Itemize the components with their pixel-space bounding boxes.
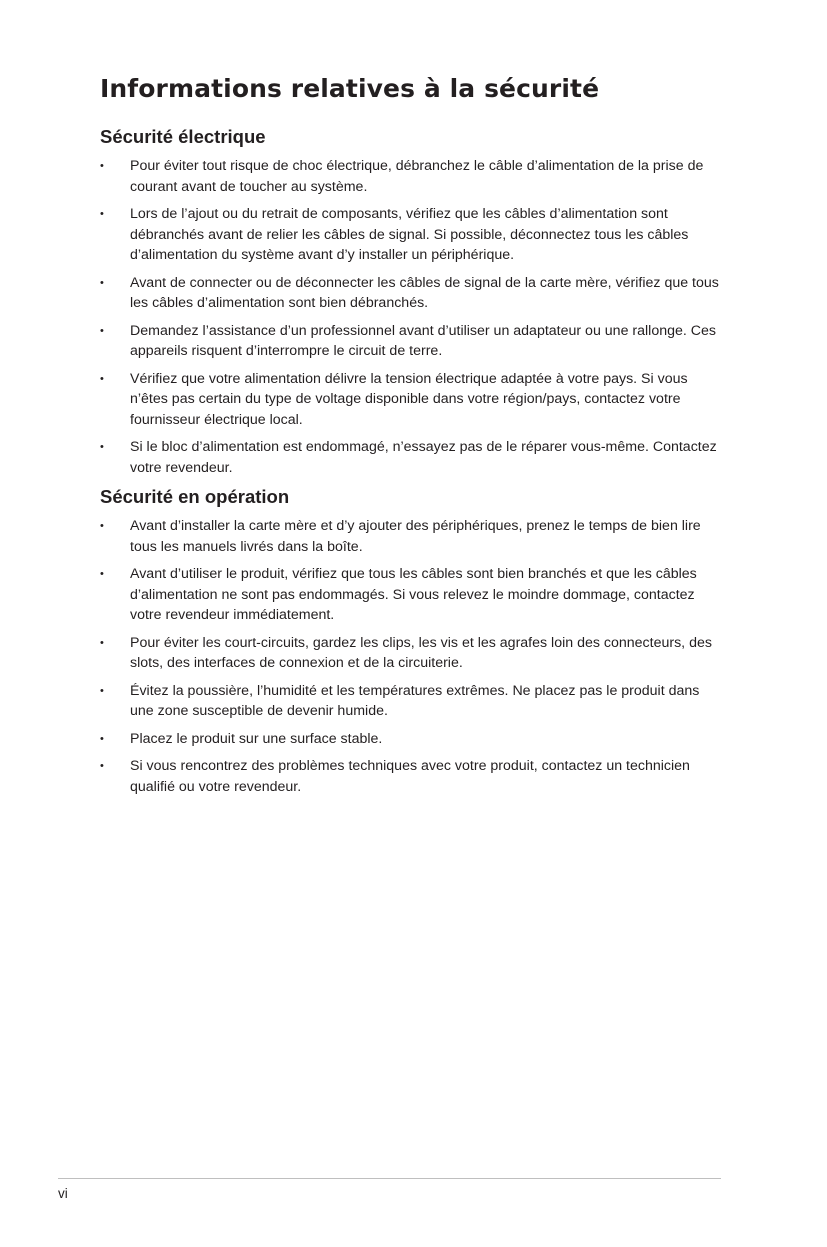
- section-operational-safety: [100, 486, 725, 804]
- list-item: [100, 633, 725, 674]
- list-item: [100, 729, 725, 750]
- list-item-text: Évitez la poussière, l’humidité et les températures extrêmes. Ne placez pas le produit dans une zone susceptible de devenir humide.: [130, 682, 700, 719]
- list-item: [100, 273, 725, 314]
- list-item-text: Pour éviter les court-circuits, gardez les clips, les vis et les agrafes loin des connecteurs, des slots, des interfaces de connexion et de la circuiterie.: [130, 634, 712, 671]
- list-item: [100, 204, 725, 266]
- bullet-icon: •: [100, 372, 104, 385]
- electrical-safety-list: [100, 156, 725, 478]
- list-item-text: Si vous rencontrez des problèmes techniques avec votre produit, contactez un technicien qualifié ou votre revendeur.: [130, 758, 690, 795]
- bullet-icon: •: [100, 324, 104, 337]
- bullet-icon: •: [100, 520, 104, 532]
- footer-divider: [58, 1178, 721, 1179]
- section-electrical-safety: [100, 126, 725, 485]
- section-heading-operation: Sécurité en opération: [100, 486, 290, 507]
- bullet-icon: •: [100, 208, 104, 220]
- bullet-icon: •: [100, 760, 104, 772]
- bullet-icon: •: [100, 732, 104, 745]
- list-item: [100, 681, 725, 722]
- list-item: [100, 516, 725, 557]
- bullet-icon: •: [100, 160, 104, 172]
- list-item-text: Avant d’installer la carte mère et d’y ajouter des périphériques, prenez le temps de bien lire tous les manuels livrés dans la boîte.: [130, 518, 701, 555]
- operational-safety-list: [100, 516, 725, 797]
- list-item-text: Demandez l’assistance d’un professionnel avant d’utiliser un adaptateur ou une rallonge. Ces appareils risquent d’interrompre le circuit de terre.: [130, 322, 716, 359]
- list-item-text: Avant d’utiliser le produit, vérifiez que tous les câbles sont bien branchés et que les câbles d’alimentation ne sont pas endommagés. Si vous relevez le moindre dommage, contactez votre revendeur immédiatement.: [130, 566, 697, 623]
- list-item: [100, 564, 725, 626]
- page-title: Informations relatives à la sécurité: [100, 74, 600, 103]
- list-item-text: Avant de connecter ou de déconnecter les câbles de signal de la carte mère, vérifiez que tous les câbles d’alimentation sont bien débranchés.: [130, 274, 719, 311]
- list-item: [100, 437, 725, 478]
- bullet-icon: •: [100, 441, 104, 453]
- bullet-icon: •: [100, 636, 104, 649]
- list-item: [100, 156, 725, 197]
- list-item-text: Placez le produit sur une surface stable.: [130, 730, 383, 747]
- list-item: [100, 369, 725, 431]
- list-item: [100, 321, 725, 362]
- bullet-icon: •: [100, 684, 104, 697]
- list-item: [100, 756, 725, 797]
- page-number: vi: [58, 1186, 68, 1201]
- bullet-icon: •: [100, 276, 104, 289]
- bullet-icon: •: [100, 568, 104, 580]
- section-heading-electrical: Sécurité électrique: [100, 126, 266, 147]
- list-item-text: Vérifiez que votre alimentation délivre la tension électrique adaptée à votre pays. Si vous n’êtes pas certain du type de voltage disponible dans votre région/pays, contactez votre fournisseur électrique local.: [130, 370, 688, 428]
- list-item-text: Lors de l’ajout ou du retrait de composants, vérifiez que les câbles d’alimentation sont débranchés avant de relier les câbles de signal. Si possible, déconnectez tous les câbles d’alimentation du système avant d’y installer un périphérique.: [130, 206, 689, 263]
- list-item-text: Pour éviter tout risque de choc électrique, débranchez le câble d’alimentation de la prise de courant avant de toucher au système.: [130, 158, 704, 195]
- list-item-text: Si le bloc d’alimentation est endommagé, n’essayez pas de le réparer vous-même. Contactez votre revendeur.: [130, 439, 717, 476]
